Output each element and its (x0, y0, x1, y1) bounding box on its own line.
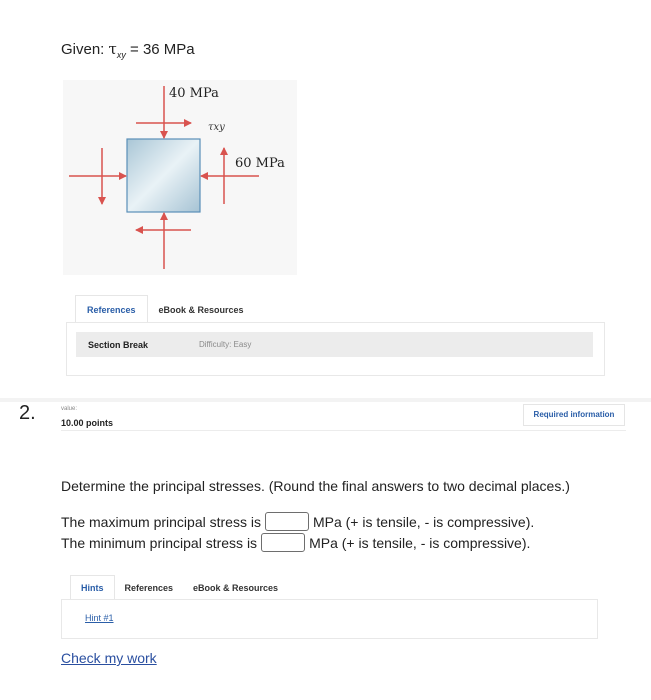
value-label: value: (61, 406, 78, 412)
resource-tabs-top (75, 295, 255, 325)
tab-references-bottom[interactable]: References (124, 583, 174, 593)
tab-ebook-bottom[interactable]: eBook & Resources (193, 583, 279, 593)
required-information-button[interactable]: Required information (523, 404, 625, 426)
tau-subscript: xy (116, 50, 126, 60)
hint-1-link[interactable]: Hint #1 (85, 613, 114, 623)
section-break-label: Section Break (88, 340, 149, 350)
question-prompt: Determine the principal stresses. (Round the final answers to two decimal places.) (61, 478, 570, 494)
top-stress-label: 40 MPa (169, 86, 219, 101)
stress-element-svg (63, 80, 297, 275)
tab-ebook-top[interactable]: eBook & Resources (158, 305, 244, 315)
resource-tabs-bottom (70, 575, 288, 601)
stress-element-diagram (63, 80, 297, 275)
min-stress-label: The minimum principal stress is (61, 534, 258, 551)
hints-panel (61, 599, 598, 639)
max-stress-row (61, 512, 534, 531)
min-stress-suffix: MPa (+ is tensile, - is compressive). (309, 534, 531, 551)
section-break-bar (76, 332, 593, 357)
given-statement (61, 40, 195, 60)
given-value: = 36 MPa (125, 41, 195, 58)
check-my-work-link[interactable]: Check my work (61, 650, 157, 666)
question-separator (0, 398, 651, 402)
right-stress-label: 60 MPa (235, 156, 285, 171)
tab-references-top[interactable]: References (75, 295, 148, 325)
points-value: 10.00 points (61, 418, 114, 428)
max-stress-label: The maximum principal stress is (61, 513, 261, 530)
tab-hints[interactable]: Hints (70, 575, 115, 601)
min-stress-input[interactable] (261, 533, 305, 552)
difficulty-label: Difficulty: Easy (199, 340, 252, 349)
stress-element (127, 139, 200, 212)
given-prefix: Given: (61, 41, 109, 58)
max-stress-input[interactable] (265, 512, 309, 531)
header-divider (61, 430, 626, 431)
max-stress-suffix: MPa (+ is tensile, - is compressive). (312, 513, 535, 530)
question-number: 2. (19, 402, 36, 424)
shear-stress-label: τxy (208, 122, 225, 133)
min-stress-row (61, 533, 530, 552)
tau-symbol: τ (108, 40, 117, 58)
